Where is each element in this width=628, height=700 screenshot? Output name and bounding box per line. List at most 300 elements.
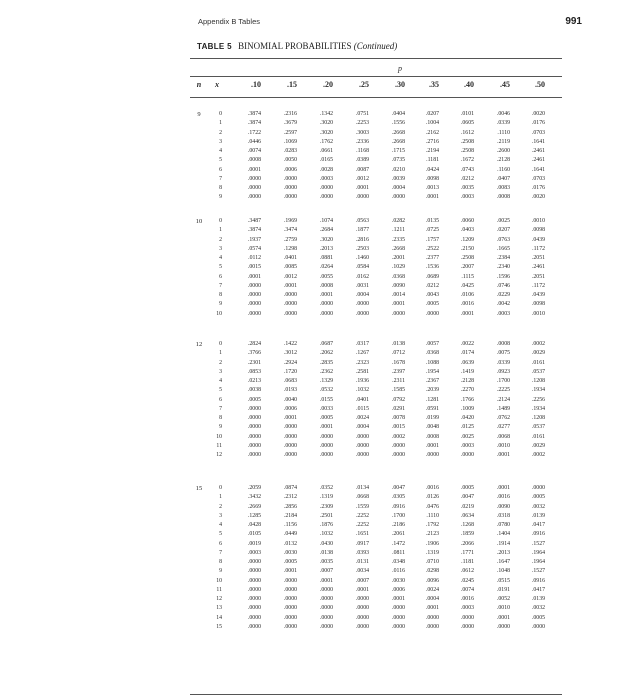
- probability-cell: .1715: [391, 148, 405, 154]
- probability-cell: .0060: [460, 218, 474, 224]
- probability-cell: .0000: [283, 424, 297, 431]
- probability-cell: .0006: [391, 586, 405, 593]
- x-value: 13: [216, 605, 222, 612]
- probability-cell: .2835: [319, 359, 333, 366]
- probability-cell: .0134: [355, 485, 369, 491]
- table-row: [190, 567, 562, 576]
- probability-cell: .2816: [355, 236, 369, 243]
- n-value: 9: [197, 111, 201, 118]
- probability-cell: .2668: [391, 245, 405, 252]
- probability-cell: .2013: [319, 245, 333, 252]
- probability-cell: .2186: [391, 522, 405, 528]
- probability-cell: .1160: [497, 166, 510, 173]
- probability-cell: .0003: [460, 442, 474, 449]
- probability-cell: .1472: [391, 540, 405, 547]
- probability-cell: .0090: [496, 503, 510, 510]
- probability-cell: .0537: [531, 368, 545, 375]
- probability-cell: .0000: [355, 452, 369, 458]
- probability-cell: .2501: [319, 512, 333, 519]
- probability-cell: .2377: [425, 255, 439, 261]
- probability-cell: .0125: [460, 424, 474, 431]
- probability-cell: .0002: [531, 452, 545, 458]
- probability-cell: .0689: [425, 273, 439, 280]
- x-value: 6: [219, 540, 222, 547]
- probability-cell: .1762: [319, 138, 333, 145]
- probability-cell: .0591: [425, 405, 439, 412]
- probability-cell: .0368: [425, 350, 439, 357]
- probability-cell: .1110: [497, 129, 510, 136]
- probability-cell: .1954: [425, 368, 439, 375]
- probability-cell: .1678: [391, 359, 405, 366]
- table-row: [190, 423, 562, 432]
- x-value: 2: [219, 236, 222, 243]
- probability-cell: .0000: [425, 452, 439, 458]
- probability-cell: .0032: [531, 503, 545, 510]
- x-value: 3: [219, 512, 222, 519]
- probability-cell: .0881: [319, 255, 333, 261]
- probability-cell: .0000: [391, 442, 405, 449]
- probability-cell: .1934: [531, 405, 545, 412]
- probability-cell: .1612: [460, 129, 474, 136]
- probability-cell: .3679: [283, 120, 297, 127]
- probability-cell: .0639: [460, 359, 474, 366]
- probability-cell: .0417: [531, 586, 545, 593]
- probability-cell: .1181: [461, 559, 474, 565]
- probability-cell: .0001: [247, 166, 261, 173]
- probability-cell: .0001: [460, 310, 474, 317]
- probability-cell: .2270: [460, 387, 474, 394]
- probability-cell: .0000: [283, 577, 297, 584]
- table-row: [190, 217, 562, 226]
- probability-cell: .0043: [425, 292, 439, 298]
- probability-cell: .0006: [283, 405, 297, 412]
- table-label: TABLE 5: [197, 42, 232, 51]
- table-row: [190, 530, 562, 539]
- probability-cell: .0917: [355, 540, 369, 547]
- probability-cell: .0022: [460, 341, 474, 347]
- probability-cell: .2367: [425, 378, 439, 384]
- probability-cell: .2162: [425, 129, 439, 136]
- probability-cell: .1319: [319, 494, 333, 501]
- probability-cell: .0003: [319, 175, 333, 182]
- x-value: 8: [219, 415, 222, 421]
- probability-cell: .0792: [391, 396, 405, 403]
- probability-cell: .1937: [247, 236, 261, 243]
- probability-cell: .0000: [247, 433, 261, 440]
- probability-cell: .0000: [531, 623, 545, 630]
- x-value: 8: [219, 185, 222, 191]
- table-row: [190, 586, 562, 595]
- probability-cell: .0001: [391, 596, 405, 602]
- probability-cell: .0005: [460, 485, 474, 491]
- probability-cell: .0000: [247, 586, 261, 593]
- table-row: [190, 595, 562, 604]
- table-row: [190, 349, 562, 358]
- probability-cell: .0000: [247, 175, 261, 182]
- probability-cell: .0317: [355, 341, 369, 347]
- probability-cell: .0057: [425, 341, 439, 347]
- probability-cell: .0264: [319, 264, 333, 271]
- x-value: 7: [219, 175, 222, 182]
- probability-cell: .0046: [496, 111, 510, 117]
- probability-cell: .0004: [355, 292, 369, 298]
- probability-cell: .0612: [460, 568, 474, 575]
- x-value: 1: [219, 350, 222, 357]
- p-column-header: .15: [287, 80, 297, 89]
- x-value: 5: [219, 264, 222, 271]
- probability-cell: .0008: [425, 433, 439, 440]
- n-value: 12: [195, 341, 203, 348]
- probability-cell: .0012: [283, 273, 297, 280]
- probability-cell: .0001: [319, 424, 333, 431]
- probability-cell: .0176: [531, 120, 545, 127]
- p-column-header: .50: [535, 80, 545, 89]
- probability-cell: .0683: [283, 378, 297, 384]
- probability-cell: .0245: [460, 577, 474, 584]
- probability-cell: .0710: [425, 559, 439, 565]
- probability-cell: .0087: [355, 166, 369, 173]
- probability-cell: .0029: [531, 350, 545, 357]
- probability-cell: .0000: [247, 415, 261, 421]
- probability-cell: .2007: [460, 264, 474, 271]
- table-row: [190, 129, 562, 138]
- probability-cell: .0000: [247, 282, 261, 289]
- probability-cell: .0004: [425, 596, 439, 602]
- x-value: 5: [219, 531, 222, 538]
- table-row: [190, 558, 562, 567]
- p-column-header: .10: [251, 80, 261, 89]
- x-value: 0: [219, 111, 222, 117]
- probability-cell: .0389: [355, 157, 369, 164]
- x-value: 12: [216, 596, 222, 602]
- probability-cell: .0424: [425, 166, 439, 173]
- probability-cell: .1527: [531, 540, 545, 547]
- probability-cell: .0002: [391, 433, 405, 440]
- probability-cell: .0031: [355, 282, 369, 289]
- probability-cell: .0000: [247, 424, 261, 431]
- probability-cell: .0605: [460, 120, 474, 127]
- probability-cell: .0703: [531, 129, 545, 136]
- probability-cell: .0000: [460, 614, 474, 621]
- probability-cell: .2316: [283, 111, 297, 117]
- probability-cell: .0298: [425, 568, 439, 575]
- table-row: [190, 623, 562, 632]
- probability-cell: .2051: [531, 273, 545, 280]
- x-value: 6: [219, 396, 222, 403]
- probability-cell: .1209: [460, 236, 474, 243]
- probability-cell: .2062: [319, 350, 333, 357]
- probability-cell: .2066: [460, 540, 474, 547]
- probability-cell: .1088: [425, 359, 439, 366]
- probability-cell: .0138: [319, 549, 333, 556]
- probability-cell: .0005: [319, 415, 333, 421]
- probability-cell: .0005: [425, 301, 439, 308]
- probability-cell: .0000: [247, 452, 261, 458]
- probability-cell: .2461: [531, 157, 545, 164]
- x-value: 3: [219, 138, 222, 145]
- probability-cell: .0000: [283, 596, 297, 602]
- probability-cell: .2668: [391, 129, 405, 136]
- probability-cell: .0001: [425, 194, 439, 201]
- probability-cell: .0916: [391, 503, 405, 510]
- probability-cell: .0003: [460, 605, 474, 612]
- table-row: [190, 368, 562, 377]
- probability-cell: .0219: [460, 503, 474, 510]
- probability-cell: .1281: [425, 396, 439, 403]
- probability-cell: .2194: [425, 148, 439, 154]
- bottom-rule: [190, 694, 562, 695]
- table-row: [190, 193, 562, 202]
- probability-cell: .0193: [283, 387, 297, 394]
- probability-cell: .2001: [391, 255, 405, 261]
- probability-cell: .0165: [319, 157, 333, 164]
- probability-cell: .0001: [425, 605, 439, 612]
- probability-cell: .1964: [531, 559, 545, 565]
- probability-cell: .0811: [392, 549, 405, 556]
- probability-cell: .0207: [496, 227, 510, 234]
- p-column-header: .35: [429, 80, 439, 89]
- x-value: 2: [219, 129, 222, 136]
- probability-cell: .0407: [496, 175, 510, 182]
- probability-cell: .0015: [247, 264, 261, 271]
- probability-cell: .2128: [460, 378, 474, 384]
- probability-cell: .0207: [425, 111, 439, 117]
- x-value: 4: [219, 148, 222, 154]
- table-row: [190, 119, 562, 128]
- probability-cell: .0000: [425, 614, 439, 621]
- table-title-text: BINOMIAL PROBABILITIES: [238, 41, 352, 51]
- probability-cell: .0126: [425, 494, 439, 501]
- probability-cell: .0000: [391, 605, 405, 612]
- probability-cell: .0030: [283, 549, 297, 556]
- probability-cell: .2311: [392, 378, 405, 384]
- probability-cell: .1285: [247, 512, 261, 519]
- probability-cell: .0052: [496, 596, 510, 602]
- probability-cell: .2336: [355, 138, 369, 145]
- probability-cell: .2503: [355, 245, 369, 252]
- probability-cell: .0020: [531, 111, 545, 117]
- probability-cell: .0096: [425, 577, 439, 584]
- probability-cell: .0001: [283, 415, 297, 421]
- probability-cell: .0000: [355, 605, 369, 612]
- probability-cell: .0923: [496, 368, 510, 375]
- probability-cell: .2508: [460, 138, 474, 145]
- probability-cell: .0000: [319, 442, 333, 449]
- probability-cell: .2824: [247, 341, 261, 347]
- probability-cell: .0014: [391, 292, 405, 298]
- probability-cell: .1069: [283, 138, 297, 145]
- probability-cell: .0853: [247, 368, 261, 375]
- probability-cell: .1859: [460, 531, 474, 538]
- probability-cell: .0015: [391, 424, 405, 431]
- probability-cell: .0687: [319, 341, 333, 347]
- probability-cell: .0000: [319, 310, 333, 317]
- x-value: 15: [216, 623, 222, 630]
- n-column-header: n: [196, 80, 202, 89]
- probability-cell: .0428: [247, 522, 261, 528]
- table-row: [190, 138, 562, 147]
- probability-cell: .0318: [496, 512, 510, 519]
- probability-cell: .0000: [319, 301, 333, 308]
- probability-cell: .0098: [531, 301, 545, 308]
- probability-cell: .3020: [319, 236, 333, 243]
- probability-cell: .0003: [496, 310, 510, 317]
- probability-cell: .0000: [283, 185, 297, 191]
- probability-cell: .0116: [392, 568, 405, 575]
- probability-cell: .1672: [460, 157, 474, 164]
- table-row: [190, 166, 562, 175]
- probability-cell: .0016: [460, 301, 474, 308]
- probability-cell: .0000: [355, 614, 369, 621]
- probability-cell: .1342: [319, 111, 333, 117]
- probability-cell: .1665: [496, 245, 510, 252]
- x-value: 0: [219, 218, 222, 224]
- probability-cell: .0025: [460, 433, 474, 440]
- table-row: [190, 300, 562, 309]
- probability-cell: .0000: [283, 292, 297, 298]
- probability-cell: .1172: [532, 282, 545, 289]
- probability-cell: .0476: [425, 503, 439, 510]
- probability-cell: .0105: [247, 531, 261, 538]
- probability-cell: .1404: [496, 531, 510, 538]
- probability-cell: .2335: [391, 236, 405, 243]
- probability-cell: .1641: [531, 138, 545, 145]
- probability-cell: .0024: [425, 586, 439, 593]
- probability-cell: .1168: [356, 148, 369, 154]
- probability-cell: .0000: [247, 623, 261, 630]
- probability-cell: .0000: [319, 433, 333, 440]
- probability-cell: .0042: [496, 301, 510, 308]
- probability-cell: .0007: [319, 568, 333, 575]
- probability-cell: .0403: [460, 227, 474, 234]
- probability-cell: .2924: [283, 359, 297, 366]
- probability-cell: .1527: [531, 568, 545, 575]
- probability-cell: .0000: [247, 301, 261, 308]
- probability-cell: .0001: [496, 614, 510, 621]
- probability-cell: .0035: [319, 559, 333, 565]
- probability-cell: .1596: [496, 273, 510, 280]
- probability-cell: .0131: [355, 559, 369, 565]
- table-row: [190, 359, 562, 368]
- probability-cell: .0000: [496, 623, 510, 630]
- probability-cell: .0001: [425, 442, 439, 449]
- probability-cell: .3874: [247, 111, 261, 117]
- x-value: 10: [216, 310, 222, 317]
- probability-cell: .0537: [531, 424, 545, 431]
- probability-cell: .0446: [247, 138, 261, 145]
- probability-cell: .0039: [391, 175, 405, 182]
- probability-cell: .0634: [460, 512, 474, 519]
- probability-cell: .0075: [496, 350, 510, 357]
- probability-cell: .0210: [391, 166, 405, 173]
- probability-cell: .1969: [283, 218, 297, 224]
- probability-cell: .1032: [355, 387, 369, 394]
- probability-cell: .1641: [531, 166, 545, 173]
- probability-cell: .0016: [460, 596, 474, 602]
- probability-cell: .0000: [283, 623, 297, 630]
- probability-cell: .2061: [391, 531, 405, 538]
- probability-cell: .0055: [319, 273, 333, 280]
- probability-cell: .0563: [355, 218, 369, 224]
- probability-cell: .0368: [391, 273, 405, 280]
- probability-cell: .0874: [283, 485, 297, 491]
- probability-cell: .1906: [425, 540, 439, 547]
- probability-cell: .0085: [283, 264, 297, 271]
- probability-cell: .0024: [355, 415, 369, 421]
- probability-cell: .0034: [355, 568, 369, 575]
- probability-cell: .1298: [283, 245, 297, 252]
- probability-cell: .2312: [283, 494, 297, 501]
- probability-cell: .0001: [355, 185, 369, 191]
- table-row: [190, 493, 562, 502]
- table-row: [190, 451, 562, 460]
- table-row: [190, 226, 562, 235]
- probability-cell: .2461: [531, 148, 545, 154]
- probability-cell: .2309: [319, 503, 333, 510]
- probability-cell: .2124: [496, 396, 510, 403]
- probability-cell: .1766: [460, 396, 474, 403]
- probability-cell: .2669: [247, 503, 261, 510]
- probability-cell: .0000: [247, 292, 261, 298]
- probability-cell: .0161: [531, 359, 545, 366]
- probability-cell: .0401: [283, 255, 297, 261]
- table-row: [190, 282, 562, 291]
- probability-cell: .0001: [496, 485, 510, 491]
- probability-cell: .1700: [391, 512, 405, 519]
- probability-cell: .0139: [531, 596, 545, 602]
- probability-cell: .0000: [247, 614, 261, 621]
- probability-cell: .0393: [355, 549, 369, 556]
- probability-cell: .0762: [496, 415, 510, 421]
- probability-cell: .2522: [425, 245, 439, 252]
- probability-cell: .0439: [531, 292, 545, 298]
- table-row: [190, 236, 562, 245]
- probability-cell: .0712: [391, 350, 405, 357]
- probability-cell: .0420: [460, 415, 474, 421]
- probability-cell: .0000: [283, 605, 297, 612]
- probability-cell: .0003: [460, 194, 474, 201]
- probability-cell: .0000: [355, 310, 369, 317]
- probability-cell: .0010: [531, 218, 545, 224]
- probability-cell: .0000: [319, 194, 333, 201]
- probability-cell: .0001: [319, 577, 333, 584]
- probability-cell: .0074: [460, 586, 474, 593]
- probability-cell: .1720: [283, 368, 297, 375]
- probability-cell: .0001: [391, 301, 405, 308]
- probability-cell: .0000: [247, 442, 261, 449]
- probability-cell: .0212: [425, 282, 439, 289]
- table-row: [190, 604, 562, 613]
- probability-cell: .0139: [531, 512, 545, 519]
- x-value: 14: [216, 614, 222, 621]
- probability-cell: .1460: [355, 255, 369, 261]
- probability-cell: .1004: [425, 120, 439, 127]
- x-value: 11: [216, 586, 222, 593]
- probability-cell: .0000: [319, 586, 333, 593]
- table-row: [190, 291, 562, 300]
- x-value: 11: [216, 442, 222, 449]
- probability-cell: .2225: [496, 387, 510, 394]
- table-row: [190, 614, 562, 623]
- probability-cell: .0005: [247, 396, 261, 403]
- probability-cell: .0763: [496, 236, 510, 243]
- probability-cell: .2123: [425, 531, 439, 538]
- probability-cell: .0703: [531, 175, 545, 182]
- probability-cell: .1048: [496, 568, 510, 575]
- probability-cell: .0515: [496, 577, 510, 584]
- probability-cell: .0001: [247, 273, 261, 280]
- x-value: 10: [216, 433, 222, 440]
